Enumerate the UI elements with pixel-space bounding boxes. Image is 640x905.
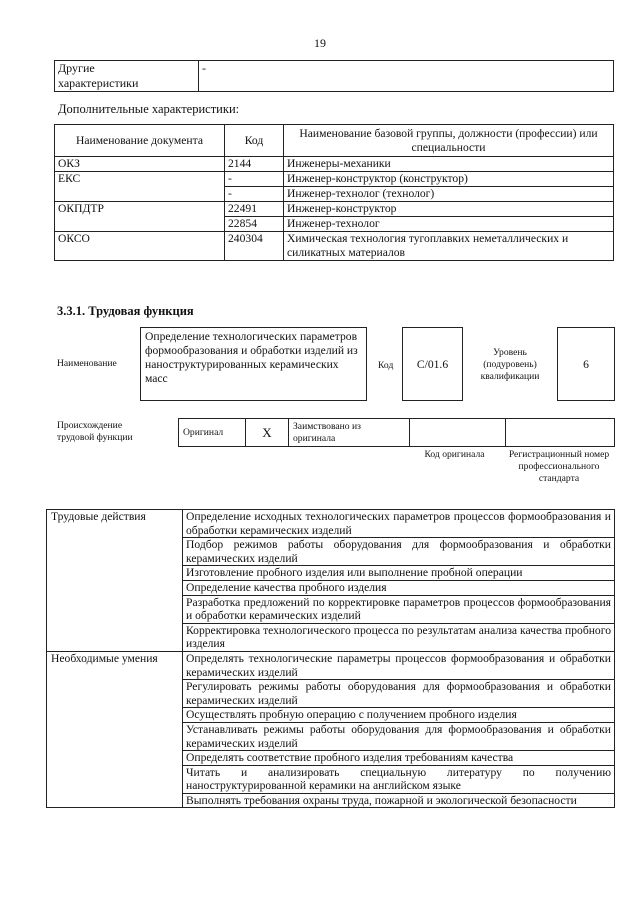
caption-registration-number: Регистрационный номер профессионального стандарта bbox=[508, 449, 610, 484]
labor-action-item: Определение качества пробного изделия bbox=[183, 580, 615, 595]
registration-number-cell bbox=[506, 419, 615, 447]
labor-action-item: Определение исходных технологических параметров процессов формообразования и обработки керамических изделий bbox=[183, 510, 615, 538]
table-header-row bbox=[55, 125, 614, 157]
cell-doc: ЕКС bbox=[55, 172, 225, 202]
table-row bbox=[179, 419, 615, 447]
original-code-cell bbox=[410, 419, 506, 447]
labor-actions-table bbox=[46, 509, 615, 808]
skill-item: Определять технологические параметры процессов формообразования и обработки керамических изделий bbox=[183, 651, 615, 679]
skill-item: Читать и анализировать специальную литературу по получению наноструктурированной керамики на английском языке bbox=[183, 765, 615, 793]
cell-code: 22854 bbox=[225, 217, 284, 232]
table-row bbox=[55, 157, 614, 172]
header-doc: Наименование документа bbox=[55, 125, 225, 157]
qualification-level-label: Уровень (подуровень) квалификации bbox=[480, 347, 540, 382]
borrowed-label: Заимствовано из оригинала bbox=[289, 419, 410, 447]
skill-item: Осуществлять пробную операцию с получением пробного изделия bbox=[183, 708, 615, 723]
caption-original-code: Код оригинала bbox=[424, 449, 485, 460]
table-row bbox=[55, 61, 614, 92]
function-name-value: Определение технологических параметров формообразования и обработки изделий из наноструктурированных керамических масс bbox=[140, 327, 367, 401]
cell-group: Химическая технология тугоплавких неметаллических и силикатных материалов bbox=[284, 232, 614, 261]
skill-item: Выполнять требования охраны труда, пожарной и экологической безопасности bbox=[183, 793, 615, 808]
extra-characteristics-title: Дополнительные характеристики: bbox=[58, 102, 240, 116]
function-code-label: Код bbox=[378, 360, 394, 371]
function-code-value: С/01.6 bbox=[402, 327, 463, 401]
other-characteristics-label: Другие характеристики bbox=[55, 61, 199, 92]
labor-action-item: Изготовление пробного изделия или выполнение пробной операции bbox=[183, 566, 615, 581]
cell-code: - bbox=[225, 172, 284, 187]
cell-group: Инженер-технолог (технолог) bbox=[284, 187, 614, 202]
page-number: 19 bbox=[314, 36, 326, 50]
cell-doc: ОКЗ bbox=[55, 157, 225, 172]
extra-characteristics-table bbox=[54, 124, 614, 261]
original-mark: X bbox=[246, 419, 289, 447]
cell-doc: ОКПДТР bbox=[55, 202, 225, 232]
qualification-level-value: 6 bbox=[557, 327, 615, 401]
required-skills-label: Необходимые умения bbox=[47, 651, 183, 808]
cell-group: Инженер-конструктор (конструктор) bbox=[284, 172, 614, 187]
cell-code: - bbox=[225, 187, 284, 202]
section-title: 3.3.1. Трудовая функция bbox=[57, 304, 194, 318]
table-row bbox=[55, 202, 614, 217]
table-row bbox=[47, 651, 615, 679]
labor-action-item: Разработка предложений по корректировке параметров процессов формообразования и обработки керамических изделий bbox=[183, 595, 615, 623]
cell-code: 2144 bbox=[225, 157, 284, 172]
other-characteristics-table bbox=[54, 60, 614, 92]
origin-table bbox=[178, 418, 615, 447]
skill-item: Регулировать режимы работы оборудования для формообразования и обработки керамических изделий bbox=[183, 680, 615, 708]
cell-group: Инженер-технолог bbox=[284, 217, 614, 232]
labor-action-item: Корректировка технологического процесса по результатам анализа качества пробного изделия bbox=[183, 623, 615, 651]
origin-label: Происхождение трудовой функции bbox=[57, 420, 133, 443]
skill-item: Устанавливать режимы работы оборудования для формообразования и обработки керамических изделий bbox=[183, 722, 615, 750]
table-row bbox=[55, 232, 614, 261]
header-code: Код bbox=[225, 125, 284, 157]
table-row bbox=[47, 510, 615, 538]
cell-code: 22491 bbox=[225, 202, 284, 217]
header-group: Наименование базовой группы, должности (профессии) или специальности bbox=[284, 125, 614, 157]
cell-doc: ОКСО bbox=[55, 232, 225, 261]
labor-actions-label: Трудовые действия bbox=[47, 510, 183, 652]
function-name-label: Наименование bbox=[57, 358, 117, 369]
table-row bbox=[55, 172, 614, 187]
cell-group: Инженеры-механики bbox=[284, 157, 614, 172]
original-label: Оригинал bbox=[179, 419, 246, 447]
cell-code: 240304 bbox=[225, 232, 284, 261]
cell-group: Инженер-конструктор bbox=[284, 202, 614, 217]
other-characteristics-value: - bbox=[199, 61, 614, 92]
skill-item: Определять соответствие пробного изделия требованиям качества bbox=[183, 751, 615, 766]
labor-action-item: Подбор режимов работы оборудования для формообразования и обработки керамических изделий bbox=[183, 538, 615, 566]
